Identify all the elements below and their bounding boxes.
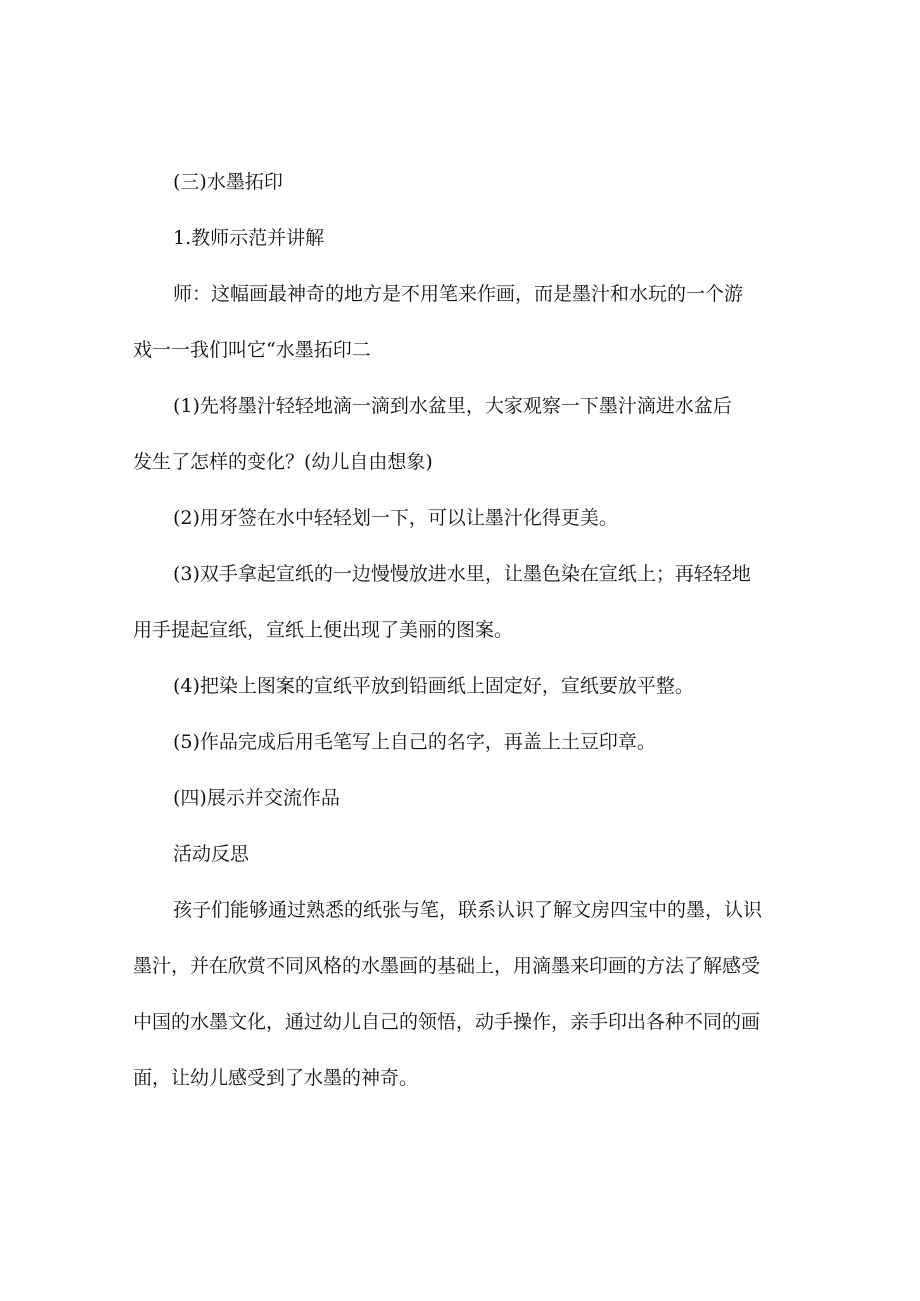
paragraph-line: 戏一一我们叫它“水墨拓印二 xyxy=(133,339,371,361)
paragraph-line: (1)先将墨汁轻轻地滴一滴到水盆里，大家观察一下墨汁滴进水盆后 xyxy=(173,395,732,417)
paragraph-reflection xyxy=(133,882,797,1106)
paragraph-step-1 xyxy=(133,378,797,490)
paragraph-step-4: (4)把染上图案的宣纸平放到铅画纸上固定好，宣纸要放平整。 xyxy=(173,675,694,697)
paragraph-line: (3)双手拿起宣纸的一边慢慢放进水里，让墨色染在宣纸上；再轻轻地 xyxy=(173,563,751,585)
paragraph-line: 师：这幅画最神奇的地方是不用笔来作画，而是墨汁和水玩的一个游 xyxy=(173,283,744,305)
paragraph-line: 中国的水墨文化，通过幼儿自己的领悟，动手操作，亲手印出各种不同的画 xyxy=(133,1011,761,1033)
paragraph-line: 孩子们能够通过熟悉的纸张与笔，联系认识了解文房四宝中的墨，认识 xyxy=(173,899,763,921)
document-body xyxy=(133,154,797,1106)
paragraph-line: 用手提起宣纸，宣纸上便出现了美丽的图案。 xyxy=(133,619,514,641)
paragraph-step-5: (5)作品完成后用毛笔写上自己的名字，再盖上土豆印章。 xyxy=(173,731,656,753)
paragraph-teacher xyxy=(133,266,797,378)
section-heading-display: (四)展示并交流作品 xyxy=(173,787,340,809)
paragraph-step-3 xyxy=(133,546,797,658)
paragraph-line: 面，让幼儿感受到了水墨的神奇。 xyxy=(133,1067,419,1089)
reflection-heading: 活动反思 xyxy=(173,843,250,865)
section-heading-ink-rubbing: (三)水墨拓印 xyxy=(173,171,283,193)
subheading-teacher-demo: 1.教师示范并讲解 xyxy=(173,227,325,249)
paragraph-line: 发生了怎样的变化？(幼儿自由想象) xyxy=(133,451,433,473)
paragraph-step-2: (2)用牙签在水中轻轻划一下，可以让墨汁化得更美。 xyxy=(173,507,618,529)
paragraph-line: 墨汁，并在欣赏不同风格的水墨画的基础上，用滴墨来印画的方法了解感受 xyxy=(133,955,761,977)
